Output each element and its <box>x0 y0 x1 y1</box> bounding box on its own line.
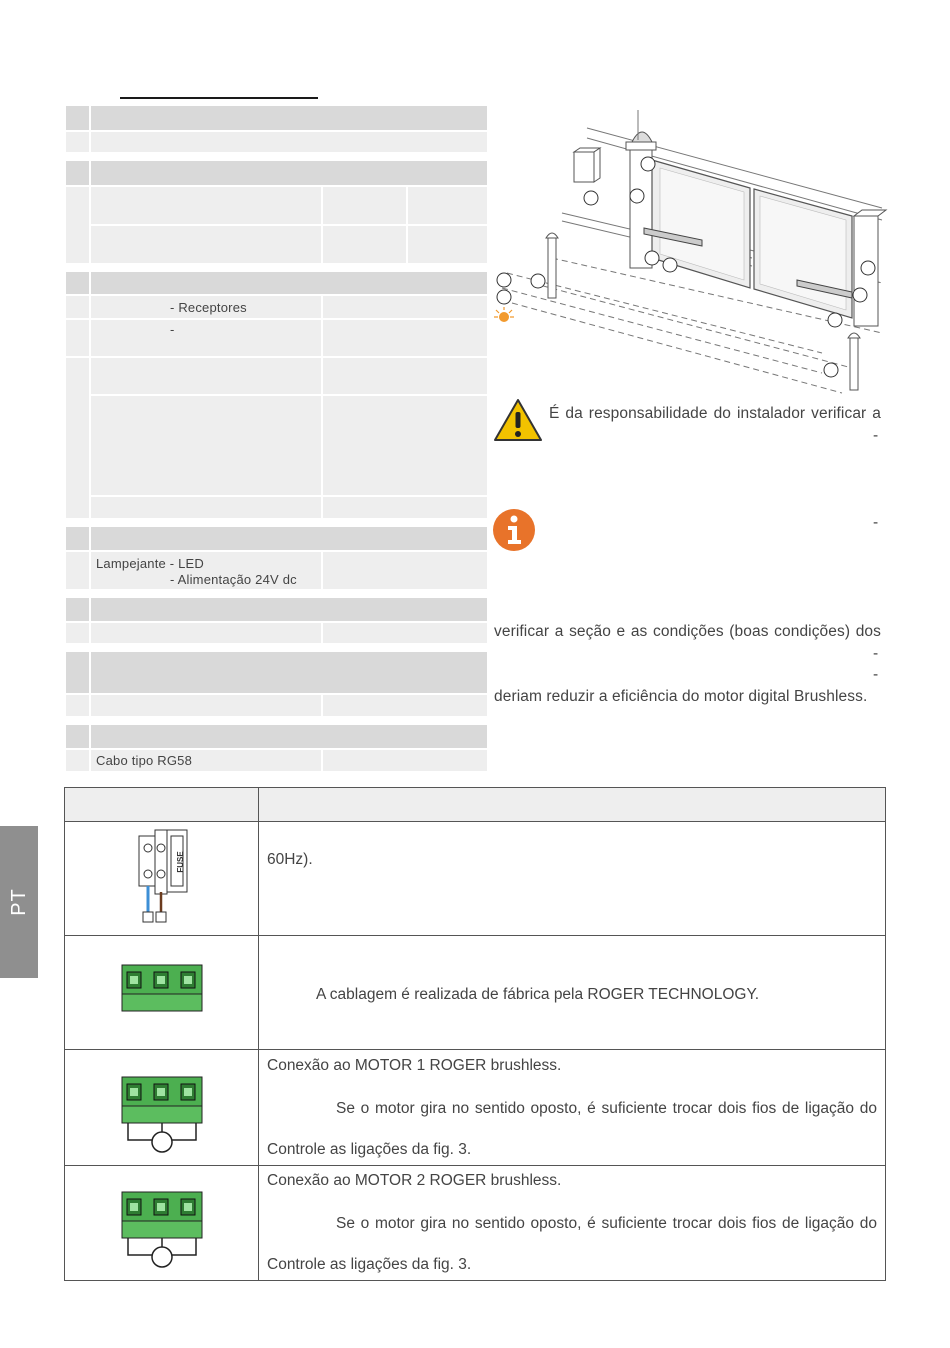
spec-header-row <box>66 161 487 185</box>
alimentacao-label: - Alimentação 24V dc <box>170 572 297 587</box>
motor2-terminal-icon <box>121 1191 203 1269</box>
info-icon <box>492 508 536 552</box>
row4-text2: Se o motor gira no sentido oposto, é suficiente trocar dois fios de ligação do <box>336 1215 877 1232</box>
fuse-label: FUSE <box>176 851 185 873</box>
row4-text1: Conexão ao MOTOR 2 ROGER brushless. <box>267 1172 562 1189</box>
fuse-terminal-icon <box>135 826 191 926</box>
spec-row-group <box>66 296 487 518</box>
spec-row <box>66 552 487 589</box>
spec-header-row <box>66 652 487 693</box>
spec-row <box>66 695 487 716</box>
row3-text3: Controle as ligações da fig. 3. <box>267 1141 472 1158</box>
spec-row <box>66 132 487 152</box>
dash-label: - <box>170 322 175 337</box>
terminal-block-icon <box>121 964 203 1012</box>
cable-text-line2: - <box>873 645 879 662</box>
table-header-cell <box>65 788 258 822</box>
column-divider <box>258 788 259 1280</box>
spec-header-row <box>66 527 487 550</box>
row2-text: A cablagem é realizada de fábrica pela ROGER TECHNOLOGY. <box>316 986 760 1003</box>
gate-installation-illustration <box>492 108 892 398</box>
cabo-label: Cabo tipo RG58 <box>96 753 193 768</box>
spec-row <box>66 750 487 771</box>
motor1-terminal-icon <box>121 1076 203 1154</box>
warning-icon <box>492 397 544 443</box>
language-tab-label: PT <box>7 888 30 916</box>
info-text-line1: - <box>873 514 879 531</box>
cable-text-line1: verificar a seção e as condições (boas condições) dos <box>494 623 881 640</box>
spec-header-row <box>66 106 487 130</box>
warning-text-line1: É da responsabilidade do instalador verificar a <box>549 405 881 422</box>
cable-text-line4: deriam reduzir a eficiência do motor digital Brushless. <box>494 688 868 705</box>
row3-text1: Conexão ao MOTOR 1 ROGER brushless. <box>267 1057 562 1074</box>
row1-text: 60Hz). <box>267 851 313 868</box>
row3-text2: Se o motor gira no sentido oposto, é suficiente trocar dois fios de ligação do <box>336 1100 877 1117</box>
table-header-cell <box>259 788 885 822</box>
section-title-underline <box>120 97 318 99</box>
cable-text-line3: - <box>873 666 879 683</box>
lampejante-label: Lampejante - LED <box>96 556 204 571</box>
spec-header-row <box>66 725 487 748</box>
spec-row <box>66 187 487 263</box>
language-tab <box>0 826 38 978</box>
connections-table <box>64 787 886 1281</box>
spec-header-row <box>66 272 487 294</box>
spec-row <box>66 623 487 643</box>
receptores-label: - Receptores <box>170 300 247 315</box>
warning-text-line2: - <box>873 427 879 444</box>
spec-header-row <box>66 598 487 621</box>
row4-text3: Controle as ligações da fig. 3. <box>267 1256 472 1273</box>
